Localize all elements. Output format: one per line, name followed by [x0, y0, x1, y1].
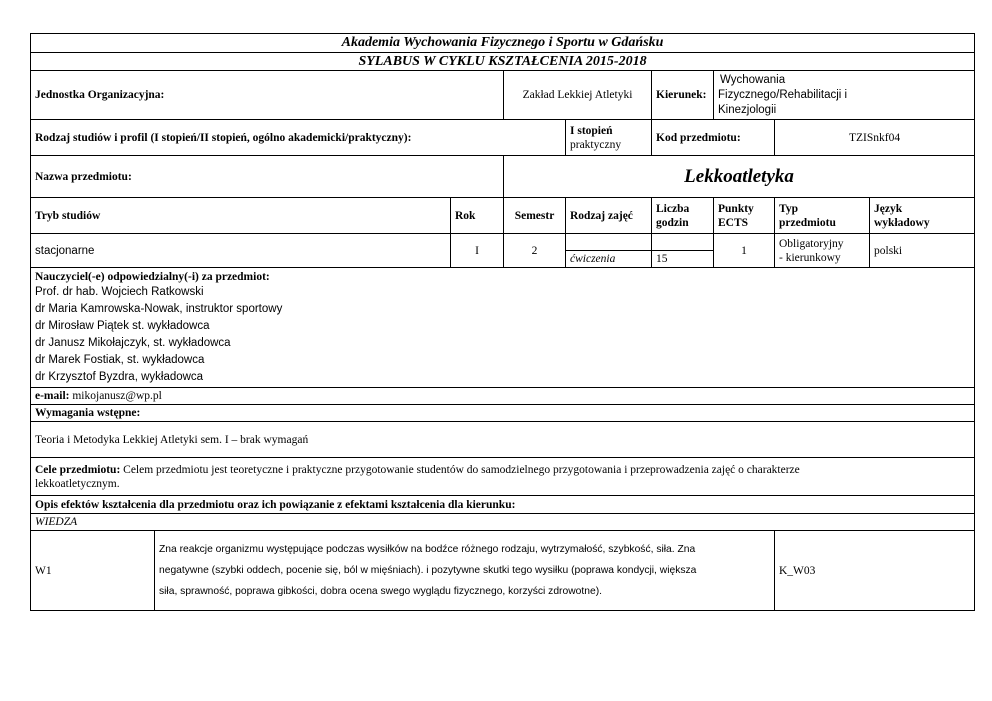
outcomes-label: Opis efektów kształcenia dla przedmiotu oraz ich powiązanie z efektami kształcenia dla kierunku: [31, 496, 975, 514]
field-label: Kierunek: [652, 71, 714, 120]
header-hours-line2: godzin [656, 216, 689, 229]
email-cell [31, 388, 975, 405]
value-hours-empty [652, 234, 714, 251]
header-language [870, 198, 975, 234]
requirements-text: Teoria i Metodyka Lekkiej Atletyki sem. I – brak wymagań [31, 422, 975, 458]
outcomes-category: WIEDZA [31, 514, 975, 531]
goals-cell [31, 458, 975, 496]
studies-degree [566, 120, 652, 156]
goals-text: Celem przedmiotu jest teoretyczne i praktyczne przygotowanie studentów do samodzielnego przygotowania i przeprowadzenia zajęć o charakterze [123, 463, 800, 476]
header-ects-line2: ECTS [718, 216, 749, 229]
header-mode: Tryb studiów [31, 198, 451, 234]
email-label: e-mail: [35, 390, 70, 402]
value-ects: 1 [714, 234, 775, 268]
outcome-code: K_W03 [775, 531, 975, 611]
requirements-label: Wymagania wstępne: [31, 405, 975, 422]
subject-name: Lekkoatletyka [504, 156, 975, 198]
unit-value: Zakład Lekkiej Atletyki [504, 71, 652, 120]
teacher-5: dr Marek Fostiak, st. wykładowca [35, 354, 205, 366]
header-ects [714, 198, 775, 234]
syllabus-table [30, 33, 975, 611]
outcome-description [155, 531, 775, 611]
header-year: Rok [451, 198, 504, 234]
value-year: I [451, 234, 504, 268]
goals-text-line2: lekkoatletycznym. [35, 477, 120, 490]
studies-profile: praktyczny [570, 138, 622, 151]
teachers-cell [31, 268, 975, 388]
subject-label: Nazwa przedmiotu: [31, 156, 504, 198]
value-semester: 2 [504, 234, 566, 268]
teacher-4: dr Janusz Mikołajczyk, st. wykładowca [35, 337, 231, 349]
outcome-id: W1 [31, 531, 155, 611]
teacher-3: dr Mirosław Piątek st. wykładowca [35, 320, 210, 332]
outcome-description-line1: Zna reakcje organizmu występujące podczas wysiłków na bodźce różnego rodzaju, wytrzymałość, szybkość, siła. Zna [159, 544, 696, 555]
header-subject-type-line2: przedmiotu [779, 216, 836, 229]
outcome-row [31, 531, 975, 611]
value-subject-type-line2: - kierunkowy [779, 251, 841, 264]
syllabus-title: SYLABUS W CYKLU KSZTAŁCENIA 2015-2018 [31, 53, 975, 71]
code-label: Kod przedmiotu: [652, 120, 775, 156]
email-value: mikojanusz@wp.pl [72, 390, 162, 402]
academy-title: Akademia Wychowania Fizycznego i Sportu w Gdańsku [31, 34, 975, 53]
value-class-type-empty [566, 234, 652, 251]
unit-label: Jednostka Organizacyjna: [31, 71, 504, 120]
outcome-description-line3: siła, sprawność, poprawa gibkości, dobra ocena swego wyglądu fizycznego, korzyści zdrowotne). [159, 586, 602, 597]
teacher-6: dr Krzysztof Byzdra, wykładowca [35, 371, 204, 383]
value-subject-type-line1: Obligatoryjny [779, 237, 844, 250]
teacher-1: Prof. dr hab. Wojciech Ratkowski [35, 286, 204, 298]
teacher-2: dr Maria Kamrowska-Nowak, instruktor sportowy [35, 303, 283, 315]
field-value-line1: Wychowania [720, 73, 786, 86]
header-subject-type-line1: Typ [779, 202, 798, 215]
header-class-type: Rodzaj zajęć [566, 198, 652, 234]
header-hours [652, 198, 714, 234]
header-hours-line1: Liczba [656, 202, 690, 215]
field-value-line3: Kinezjologii [718, 103, 777, 116]
value-language: polski [870, 234, 975, 268]
header-language-line1: Język [874, 202, 903, 215]
value-class-type: ćwiczenia [566, 251, 652, 268]
value-hours: 15 [652, 251, 714, 268]
header-semester: Semestr [504, 198, 566, 234]
header-subject-type [775, 198, 870, 234]
teachers-label: Nauczyciel(-e) odpowiedzialny(-i) za przedmiot: [35, 271, 270, 283]
value-subject-type [775, 234, 870, 268]
course-code: TZISnkf04 [775, 120, 975, 156]
goals-label: Cele przedmiotu: [35, 463, 121, 476]
header-ects-line1: Punkty [718, 202, 754, 215]
header-language-line2: wykładowy [874, 216, 930, 229]
field-value-line2: Fizycznego/Rehabilitacji i [718, 88, 848, 101]
outcome-description-line2: negatywne (szybki oddech, pocenie się, ból w mięśniach). i pozytywne skutki tego wysiłku (poprawa kondycji, większa [159, 565, 697, 576]
studies-degree-level: I stopień [570, 124, 613, 137]
field-value [714, 71, 975, 120]
value-mode: stacjonarne [31, 234, 451, 268]
syllabus-document [30, 33, 974, 611]
studies-label: Rodzaj studiów i profil (I stopień/II stopień, ogólno akademicki/praktyczny): [31, 120, 566, 156]
